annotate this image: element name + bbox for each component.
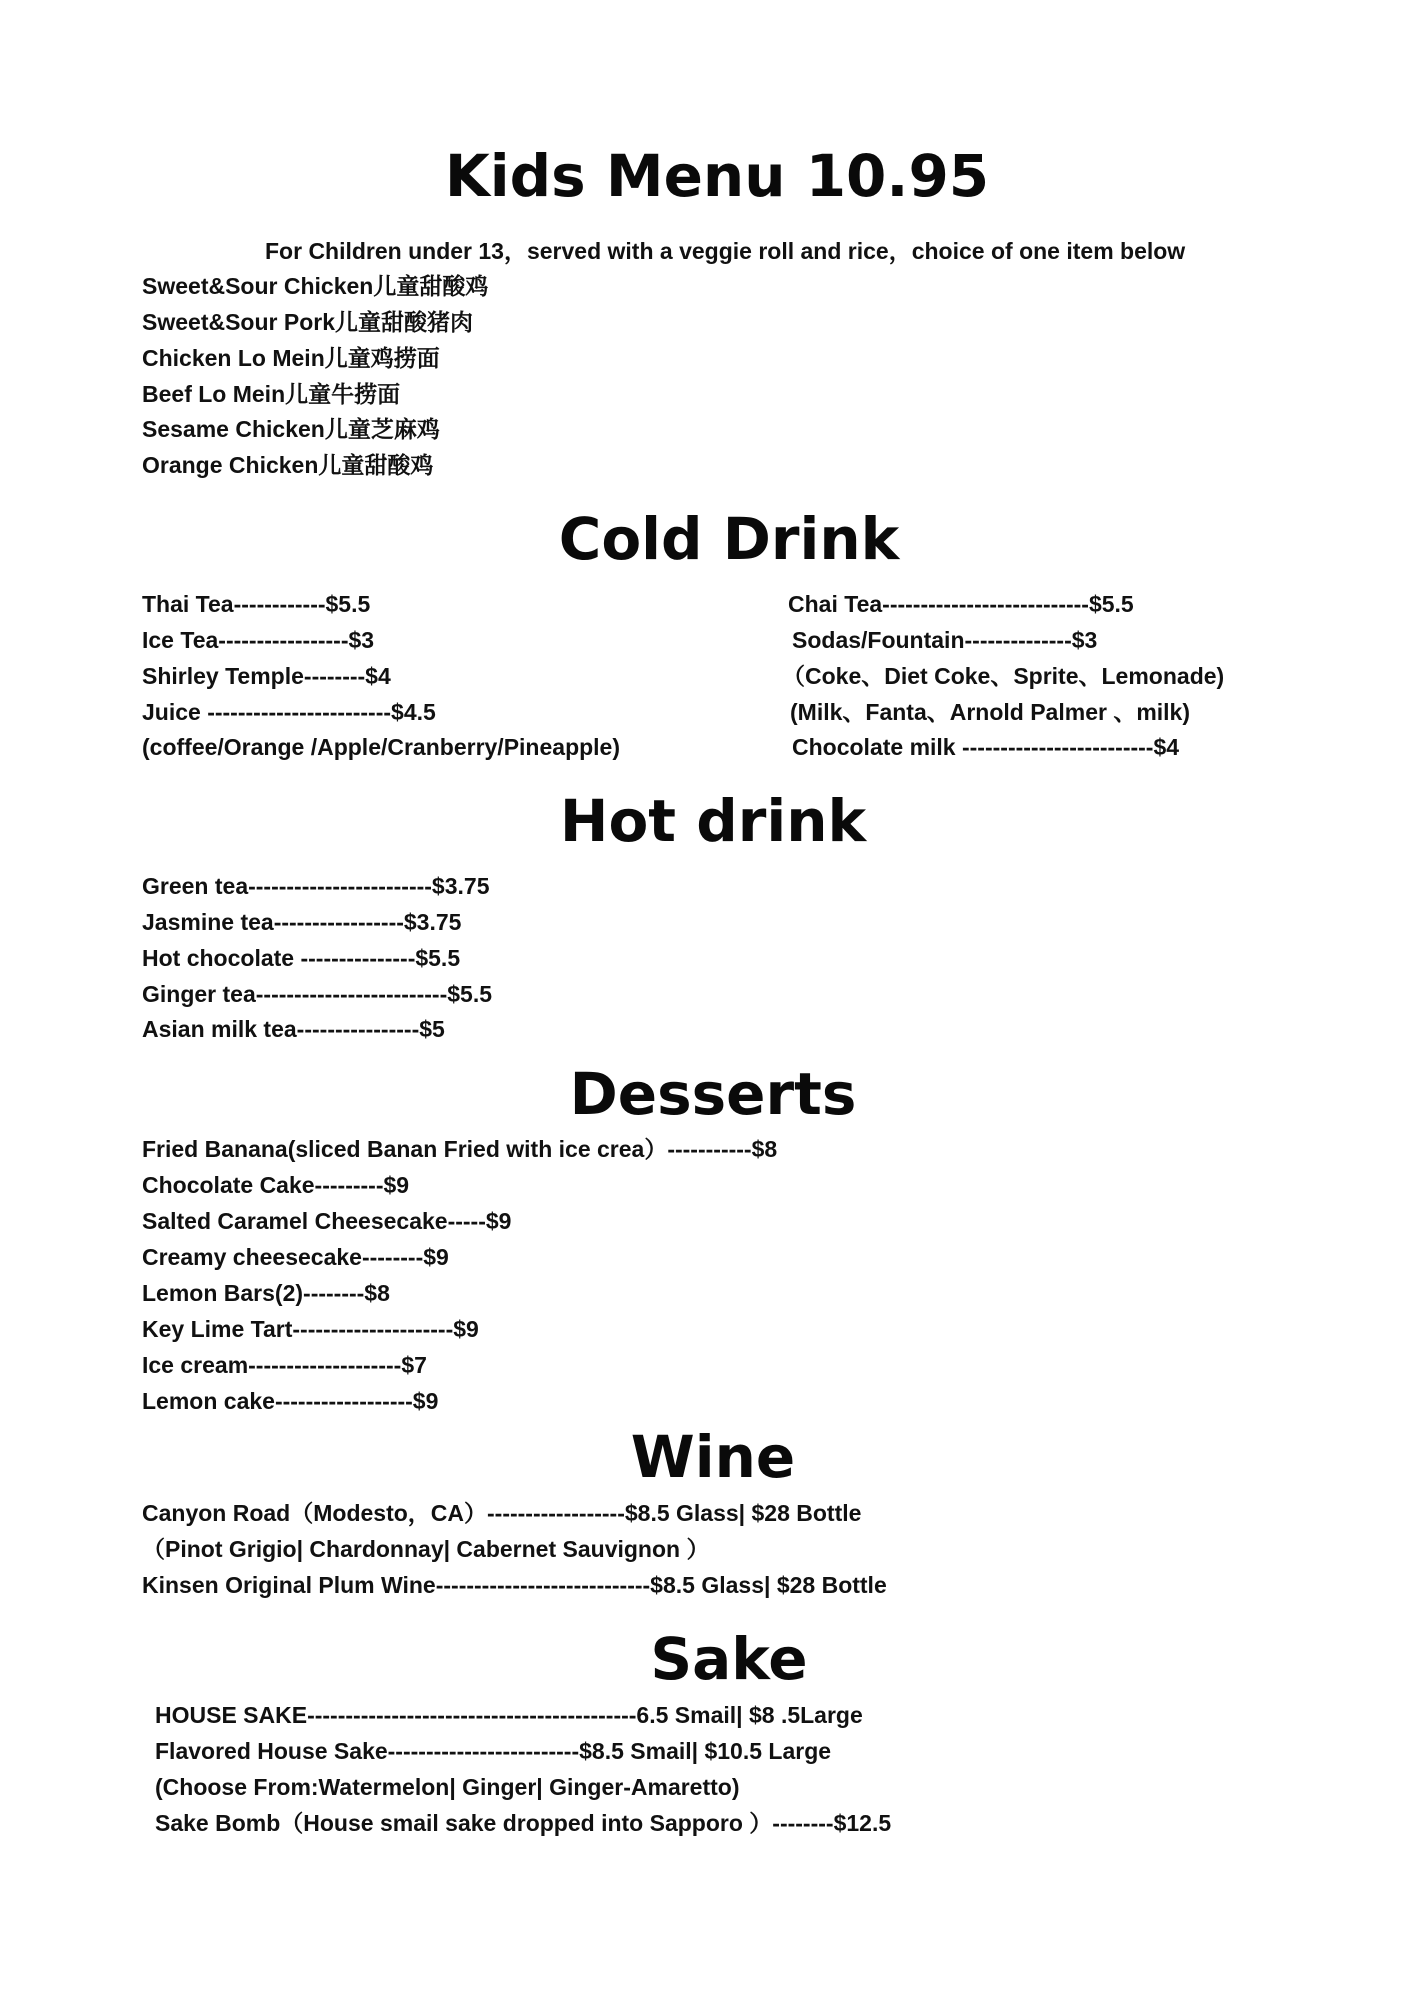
kids-item: Chicken Lo Mein儿童鸡捞面	[142, 345, 440, 371]
cold-drink-item: (Milk、Fanta、Arnold Palmer 、milk)	[790, 699, 1191, 725]
kids-item: Sweet&Sour Chicken儿童甜酸鸡	[142, 273, 489, 299]
kids-item: Orange Chicken儿童甜酸鸡	[142, 452, 434, 478]
sake-item: Flavored House Sake-------------------------$8.5 Smail| $10.5 Large	[155, 1738, 832, 1764]
kids-item: Beef Lo Mein儿童牛捞面	[142, 381, 401, 407]
wine-item: Canyon Road（Modesto，CA）------------------$8.5 Glass| $28 Bottle	[142, 1500, 862, 1526]
dessert-item: Chocolate Cake---------$9	[142, 1172, 410, 1198]
cold-drink-item: Chai Tea---------------------------$5.5	[788, 591, 1134, 617]
hot-drink-item: Jasmine tea-----------------$3.75	[142, 909, 462, 935]
hot-drink-item: Hot chocolate ---------------$5.5	[142, 945, 461, 971]
cold-drink-item: Ice Tea-----------------$3	[142, 627, 375, 653]
dessert-item: Salted Caramel Cheesecake-----$9	[142, 1208, 512, 1234]
dessert-item: Fried Banana(sliced Banan Fried with ice crea）-----------$8	[142, 1136, 778, 1162]
kids-menu-subtitle: For Children under 13，served with a veggie roll and rice，choice of one item below	[265, 238, 1186, 264]
kids-menu-title: Kids Menu 10.95	[444, 142, 990, 210]
cold-drink-item: Shirley Temple--------$4	[142, 663, 391, 689]
kids-item: Sesame Chicken儿童芝麻鸡	[142, 416, 440, 442]
sake-title: Sake	[650, 1625, 808, 1693]
dessert-item: Lemon cake------------------$9	[142, 1388, 439, 1414]
desserts-title: Desserts	[569, 1060, 857, 1128]
wine-item: Kinsen Original Plum Wine----------------------------$8.5 Glass| $28 Bottle	[142, 1572, 887, 1598]
cold-drink-item: Chocolate milk -------------------------$4	[792, 734, 1180, 760]
dessert-item: Creamy cheesecake--------$9	[142, 1244, 449, 1270]
dessert-item: Lemon Bars(2)--------$8	[142, 1280, 390, 1306]
hot-drink-item: Green tea------------------------$3.75	[142, 873, 490, 899]
sake-item: Sake Bomb（House smail sake dropped into Sapporo ）--------$12.5	[155, 1810, 892, 1836]
wine-title: Wine	[630, 1423, 796, 1491]
wine-item: （Pinot Grigio| Chardonnay| Cabernet Sauvignon ）	[142, 1536, 710, 1562]
hot-drink-item: Asian milk tea----------------$5	[142, 1016, 445, 1042]
hot-drink-item: Ginger tea-------------------------$5.5	[142, 981, 492, 1007]
sake-item: HOUSE SAKE-------------------------------------------6.5 Smail| $8 .5Large	[155, 1702, 863, 1728]
hot-drink-title: Hot drink	[559, 787, 867, 855]
dessert-item: Key Lime Tart---------------------$9	[142, 1316, 479, 1342]
cold-drink-item: (coffee/Orange /Apple/Cranberry/Pineapple)	[142, 734, 621, 760]
cold-drink-item: Juice ------------------------$4.5	[142, 699, 436, 725]
cold-drink-item: （Coke、Diet Coke、Sprite、Lemonade)	[782, 663, 1225, 689]
sake-item: (Choose From:Watermelon| Ginger| Ginger-Amaretto)	[155, 1774, 740, 1800]
cold-drink-item: Sodas/Fountain--------------$3	[792, 627, 1098, 653]
dessert-item: Ice cream--------------------$7	[142, 1352, 427, 1378]
cold-drink-item: Thai Tea------------$5.5	[142, 591, 371, 617]
cold-drink-title: Cold Drink	[558, 505, 900, 573]
kids-item: Sweet&Sour Pork儿童甜酸猪肉	[142, 309, 473, 335]
